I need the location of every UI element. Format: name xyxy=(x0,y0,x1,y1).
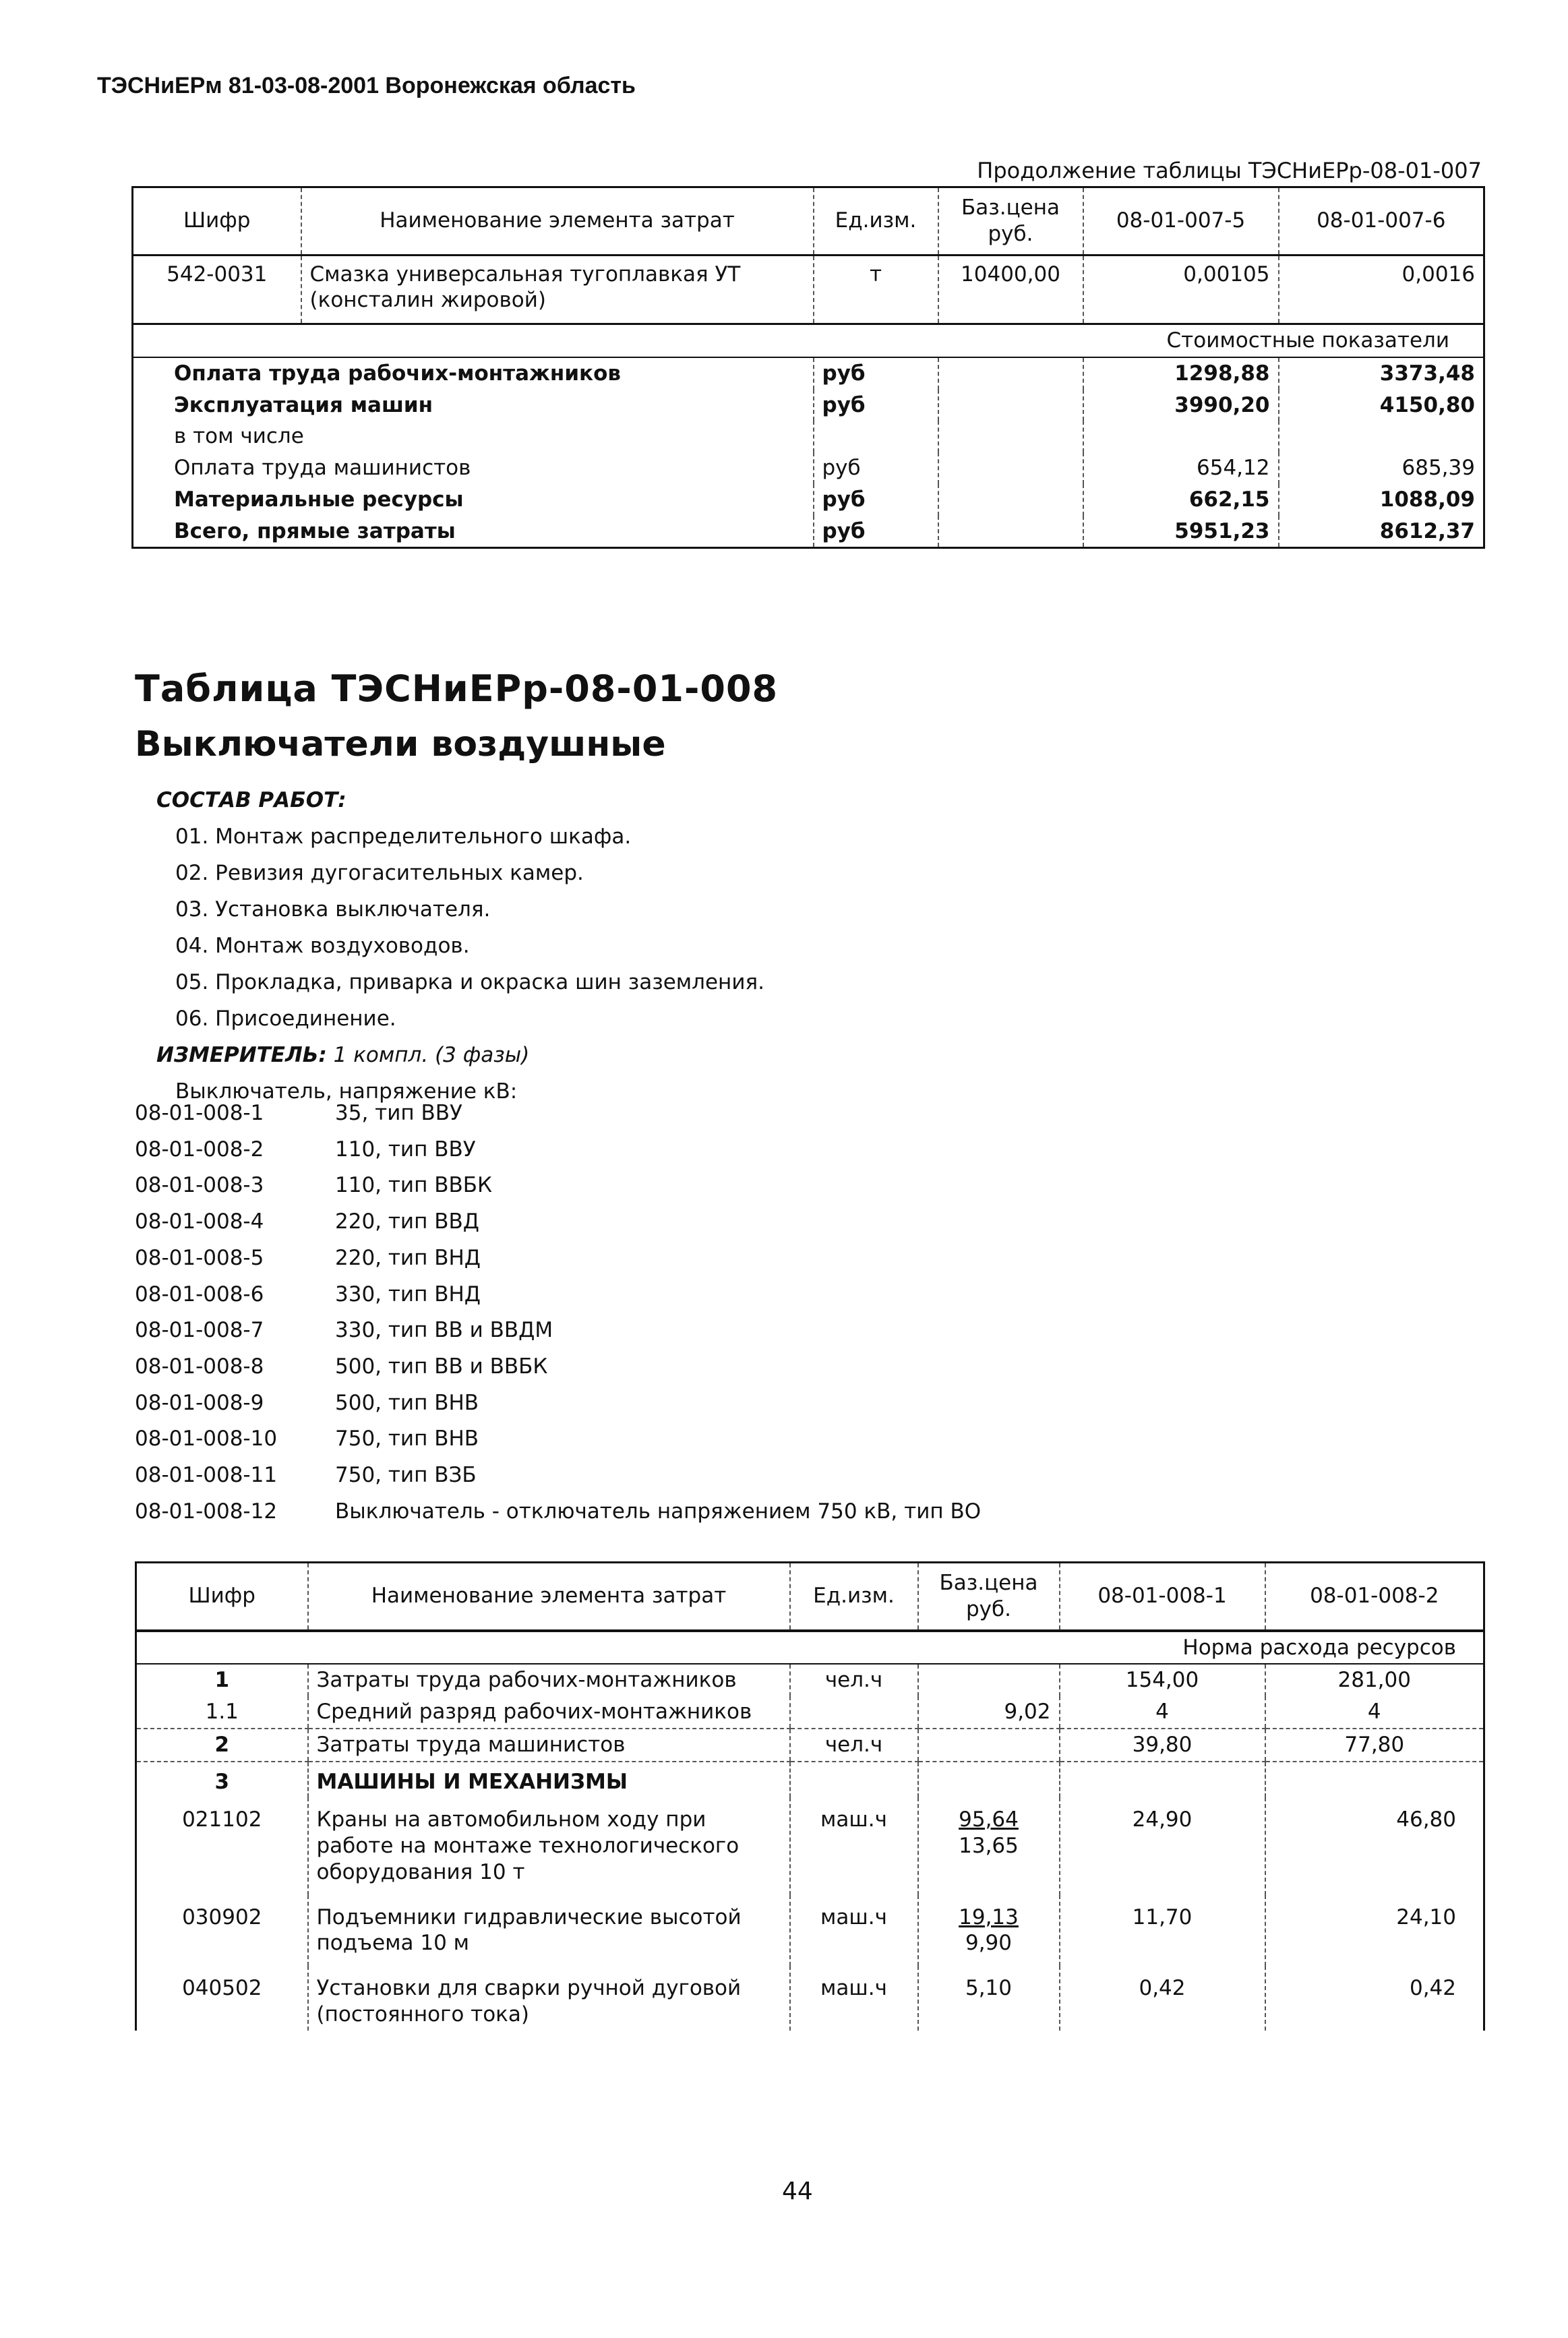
cell-code: 1.1 xyxy=(136,1696,308,1729)
section-row xyxy=(136,1631,1484,1665)
cell-unit: маш.ч xyxy=(790,1966,918,2031)
section-label: Норма расхода ресурсов xyxy=(136,1631,1484,1665)
measure-line xyxy=(156,1037,764,1073)
cell-price xyxy=(938,421,1083,452)
list-item xyxy=(135,1132,981,1168)
cell-v1: 0,00105 xyxy=(1083,255,1279,324)
cell-v1 xyxy=(1083,421,1279,452)
cell-v2: 4 xyxy=(1265,1696,1484,1729)
cell-v2 xyxy=(1265,1762,1484,1798)
cell-code: 021102 xyxy=(182,1807,262,1832)
table-row xyxy=(133,357,1484,390)
table-row xyxy=(136,1664,1484,1696)
code: 08-01-008-1 xyxy=(135,1101,264,1125)
section-row xyxy=(133,324,1484,357)
cell-v1: 654,12 xyxy=(1083,452,1279,484)
measure-value: 1 компл. (3 фазы) xyxy=(333,1043,530,1067)
cell-name: Оплата труда рабочих-монтажников xyxy=(174,361,621,386)
price-value: 19,13 xyxy=(959,1905,1019,1929)
cell-v1: 4 xyxy=(1060,1696,1265,1729)
table-row xyxy=(136,1696,1484,1729)
list-item xyxy=(135,1421,981,1458)
cell-name: Эксплуатация машин xyxy=(174,392,433,417)
cell-code: 542-0031 xyxy=(167,262,268,287)
cell-name: Всего, прямые затраты xyxy=(174,518,456,543)
works-list xyxy=(156,782,764,1110)
cell-v1: 154,00 xyxy=(1060,1664,1265,1696)
col-header-code: Шифр xyxy=(133,187,301,256)
measure-label: ИЗМЕРИТЕЛЬ: xyxy=(156,1043,327,1067)
cell-v2: 24,10 xyxy=(1265,1895,1484,1967)
cell-price: 9,02 xyxy=(918,1696,1060,1729)
cell-v2: 0,42 xyxy=(1265,1966,1484,2031)
code-list xyxy=(135,1096,981,1530)
list-item: 01. Монтаж распределительного шкафа. xyxy=(175,825,632,849)
table-row xyxy=(136,1797,1484,1894)
col-header-price: Баз.цена руб. xyxy=(938,187,1083,256)
table2-title: Таблица ТЭСНиЕРр-08-01-008 xyxy=(135,667,779,710)
code-text: 500, тип ВВ и ВВБК xyxy=(335,1354,548,1379)
col-header-v1: 08-01-008-1 xyxy=(1060,1563,1265,1631)
page-header: ТЭСНиЕРм 81-03-08-2001 Воронежская область xyxy=(97,73,636,98)
code: 08-01-008-7 xyxy=(135,1318,264,1343)
list-item: 03. Установка выключателя. xyxy=(175,897,491,922)
cell-unit xyxy=(814,421,938,452)
cell-code: 030902 xyxy=(182,1905,262,1929)
cell-unit xyxy=(790,1696,918,1729)
table-row xyxy=(136,1729,1484,1762)
code-text: 110, тип ВВУ xyxy=(335,1137,476,1162)
price-value-secondary: 13,65 xyxy=(959,1834,1019,1858)
cell-v2: 685,39 xyxy=(1279,452,1484,484)
cell-code: 1 xyxy=(214,1668,230,1693)
cell-price xyxy=(938,390,1083,421)
cell-price xyxy=(938,357,1083,390)
cell-price xyxy=(918,1797,1060,1894)
cell-v1: 3990,20 xyxy=(1083,390,1279,421)
table1 xyxy=(131,186,1485,549)
code-text: 220, тип ВВД xyxy=(335,1209,479,1234)
table-row xyxy=(133,390,1484,421)
list-item: 05. Прокладка, приварка и окраска шин заземления. xyxy=(175,970,764,994)
cell-name: Затраты труда машинистов xyxy=(308,1729,790,1762)
price-value-secondary: 9,90 xyxy=(965,1931,1013,1956)
list-item xyxy=(135,1204,981,1240)
table-row xyxy=(133,516,1484,548)
cell-v1: 662,15 xyxy=(1083,484,1279,516)
cell-name: в том числе xyxy=(174,424,304,449)
page-number: 44 xyxy=(782,2178,813,2205)
code-text: 35, тип ВВУ xyxy=(335,1101,462,1125)
code: 08-01-008-3 xyxy=(135,1173,264,1198)
list-item xyxy=(135,1458,981,1494)
cell-price xyxy=(938,484,1083,516)
list-item xyxy=(135,1349,981,1385)
cell-price: 5,10 xyxy=(918,1966,1060,2031)
list-item xyxy=(135,1240,981,1277)
price-value: 95,64 xyxy=(959,1807,1019,1832)
code: 08-01-008-2 xyxy=(135,1137,264,1162)
table2-subtitle: Выключатели воздушные xyxy=(135,724,666,765)
code-text: 110, тип ВВБК xyxy=(335,1173,493,1198)
code: 08-01-008-10 xyxy=(135,1427,278,1451)
cell-name: Подъемники гидравлические высотой подъема 10 м xyxy=(308,1895,790,1967)
code: 08-01-008-11 xyxy=(135,1463,278,1488)
cell-v2: 77,80 xyxy=(1265,1729,1484,1762)
cell-v1: 1298,88 xyxy=(1083,357,1279,390)
cell-unit: т xyxy=(814,255,938,324)
cell-price: 10400,00 xyxy=(938,255,1083,324)
table-row xyxy=(133,421,1484,452)
cell-unit: маш.ч xyxy=(790,1797,918,1894)
table1-caption: Продолжение таблицы ТЭСНиЕРр-08-01-007 xyxy=(977,158,1482,183)
cell-price xyxy=(938,452,1083,484)
cell-code: 040502 xyxy=(182,1976,262,2000)
list-item xyxy=(135,1313,981,1349)
cell-v2: 0,0016 xyxy=(1279,255,1484,324)
list-item xyxy=(135,1096,981,1132)
cell-v2: 46,80 xyxy=(1265,1797,1484,1894)
code-text: 750, тип ВЗБ xyxy=(335,1463,477,1488)
cell-unit: чел.ч xyxy=(790,1729,918,1762)
code-text: Выключатель - отключатель напряжением 750 кВ, тип ВО xyxy=(335,1499,982,1524)
works-label: СОСТАВ РАБОТ: xyxy=(156,788,346,812)
col-header-code: Шифр xyxy=(136,1563,308,1631)
table2-header-row xyxy=(136,1563,1484,1631)
col-header-unit: Ед.изм. xyxy=(790,1563,918,1631)
cell-v2: 281,00 xyxy=(1265,1664,1484,1696)
cell-v2: 3373,48 xyxy=(1279,357,1484,390)
cell-v1: 5951,23 xyxy=(1083,516,1279,548)
code: 08-01-008-4 xyxy=(135,1209,264,1234)
cell-price xyxy=(918,1895,1060,1967)
code-text: 220, тип ВНД xyxy=(335,1245,481,1270)
section-label: Стоимостные показатели xyxy=(133,324,1484,357)
code: 08-01-008-5 xyxy=(135,1245,264,1270)
col-header-name: Наименование элемента затрат xyxy=(301,187,814,256)
desc-line: Выключатель, напряжение кВ: xyxy=(175,1079,518,1104)
cell-unit: руб xyxy=(814,452,938,484)
code: 08-01-008-9 xyxy=(135,1390,264,1415)
table-row xyxy=(136,1895,1484,1967)
list-item: 02. Ревизия дугогасительных камер. xyxy=(175,861,584,885)
cell-v1: 24,90 xyxy=(1060,1797,1265,1894)
col-header-v1: 08-01-007-5 xyxy=(1083,187,1279,256)
cell-v1: 11,70 xyxy=(1060,1895,1265,1967)
cell-name: Затраты труда рабочих-монтажников xyxy=(308,1664,790,1696)
table1-header-row xyxy=(133,187,1484,256)
cell-price xyxy=(918,1664,1060,1696)
cell-unit: руб xyxy=(814,357,938,390)
cell-v1: 39,80 xyxy=(1060,1729,1265,1762)
code-text: 330, тип ВНД xyxy=(335,1282,481,1307)
code: 08-01-008-6 xyxy=(135,1282,264,1307)
col-header-v2: 08-01-008-2 xyxy=(1265,1563,1484,1631)
code-text: 330, тип ВВ и ВВДМ xyxy=(335,1318,553,1343)
list-item: 04. Монтаж воздуховодов. xyxy=(175,934,470,958)
code: 08-01-008-8 xyxy=(135,1354,264,1379)
cell-unit: руб xyxy=(814,390,938,421)
cell-v1: 0,42 xyxy=(1060,1966,1265,2031)
col-header-name: Наименование элемента затрат xyxy=(308,1563,790,1631)
cell-unit: чел.ч xyxy=(790,1664,918,1696)
cell-name: Средний разряд рабочих-монтажников xyxy=(308,1696,790,1729)
col-header-unit: Ед.изм. xyxy=(814,187,938,256)
cell-v2: 8612,37 xyxy=(1279,516,1484,548)
list-item xyxy=(135,1277,981,1313)
list-item xyxy=(135,1494,981,1530)
col-header-v2: 08-01-007-6 xyxy=(1279,187,1484,256)
list-item xyxy=(135,1385,981,1422)
table-row xyxy=(133,452,1484,484)
cell-code: 2 xyxy=(136,1729,308,1762)
code-text: 750, тип ВНВ xyxy=(335,1427,479,1451)
cell-name: Установки для сварки ручной дуговой (постоянного тока) xyxy=(308,1966,790,2031)
list-item xyxy=(135,1168,981,1204)
cell-v2: 4150,80 xyxy=(1279,390,1484,421)
cell-price xyxy=(938,516,1083,548)
cell-code: 3 xyxy=(214,1769,230,1794)
cell-price xyxy=(918,1729,1060,1762)
cell-name: Смазка универсальная тугоплавкая УТ (консталин жировой) xyxy=(301,255,814,324)
table-row xyxy=(133,484,1484,516)
cell-v1 xyxy=(1060,1762,1265,1798)
table-row xyxy=(133,255,1484,324)
code: 08-01-008-12 xyxy=(135,1499,278,1524)
cell-name: МАШИНЫ И МЕХАНИЗМЫ xyxy=(308,1762,790,1798)
table-row xyxy=(136,1762,1484,1798)
cell-unit: маш.ч xyxy=(790,1895,918,1967)
cell-v2: 1088,09 xyxy=(1279,484,1484,516)
code-text: 500, тип ВНВ xyxy=(335,1390,479,1415)
cell-name: Материальные ресурсы xyxy=(174,487,464,512)
cell-name: Оплата труда машинистов xyxy=(174,456,471,480)
cell-unit: руб xyxy=(814,484,938,516)
cell-name: Краны на автомобильном ходу при работе на монтаже технологического оборудования 10 т xyxy=(308,1797,790,1894)
cell-unit: руб xyxy=(814,516,938,548)
table2 xyxy=(135,1561,1485,2031)
col-header-price: Баз.цена руб. xyxy=(918,1563,1060,1631)
list-item: 06. Присоединение. xyxy=(175,1007,396,1031)
cell-v2 xyxy=(1279,421,1484,452)
cell-unit xyxy=(790,1762,918,1798)
table-row xyxy=(136,1966,1484,2031)
cell-price xyxy=(918,1762,1060,1798)
